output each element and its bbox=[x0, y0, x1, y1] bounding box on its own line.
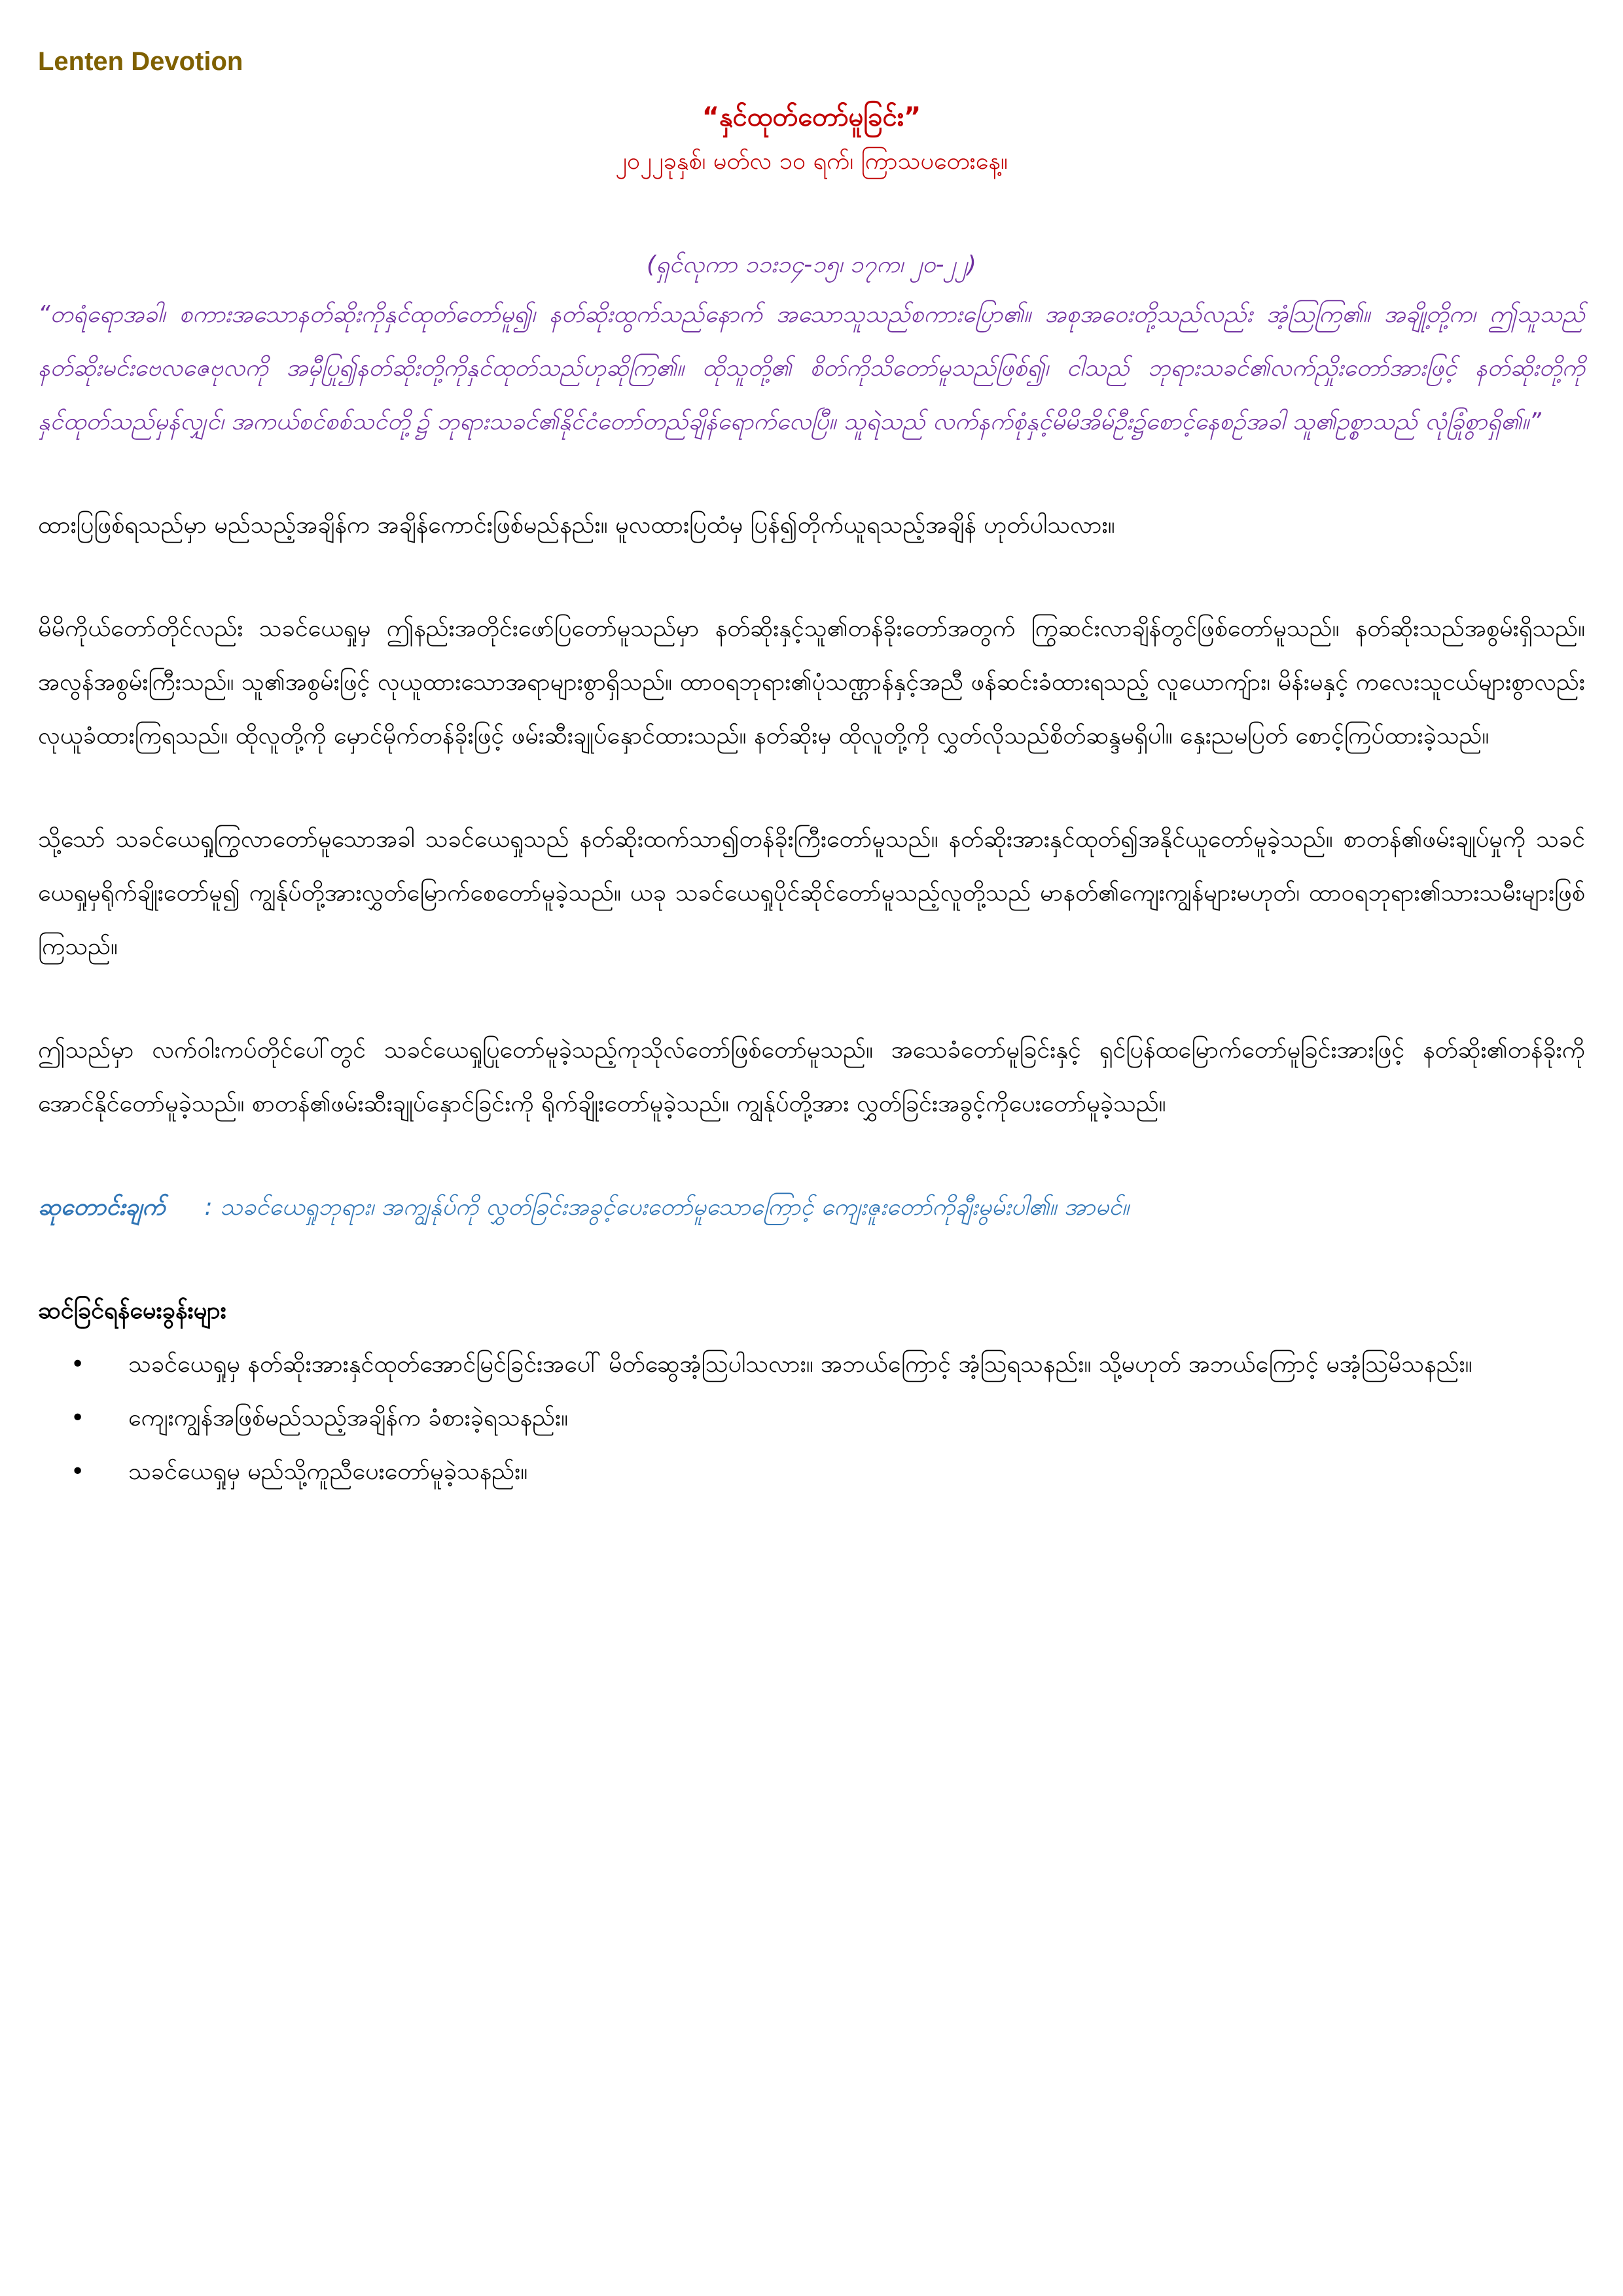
header-label: Lenten Devotion bbox=[38, 47, 243, 76]
body-paragraph-3: သို့သော် သခင်ယေရှုကြွလာတော်မူသောအခါ သခင်ယေရှုသည် နတ်ဆိုးထက်သာ၍တန်ခိုးကြီးတော်မူသည်။ နတ်ဆိုးအားနှင်ထုတ်၍အနိုင်ယူတော်မူခဲ့သည်။ စာတန်၏ဖမ်းချုပ်မှုကို သခင်ယေရှုမှရိုက်ချိုးတော်မူ၍ ကျွန်ုပ်တို့အားလွှတ်မြောက်စေတော်မူခဲ့သည်။ ယခု သခင်ယေရှုပိုင်ဆိုင်တော်မူသည့်လူတို့သည် မာနတ်၏ကျေးကျွန်များမဟုတ်၊ ထာဝရဘုရား၏သားသမီးများဖြစ်ကြသည်။ bbox=[38, 826, 1585, 960]
body-paragraph-4: ဤသည်မှာ လက်ဝါးကပ်တိုင်ပေါ်တွင် သခင်ယေရှုပြုတော်မူခဲ့သည့်ကုသိုလ်တော်ဖြစ်တော်မူသည်။ အသေခံတော်မူခြင်းနှင့် ရှင်ပြန်ထမြောက်တော်မူခြင်းအားဖြင့် နတ်ဆိုး၏တန်ခိုးကို အောင်နိုင်တော်မူခဲ့သည်။ စာတန်၏ဖမ်းဆီးချုပ်နှောင်ခြင်းကို ရိုက်ချိုးတော်မူခဲ့သည်။ ကျွန်ုပ်တို့အား လွှတ်ခြင်းအခွင့်ကိုပေးတော်မူခဲ့သည်။ bbox=[38, 1037, 1585, 1117]
bullet-icon: • bbox=[71, 1405, 85, 1431]
bullet-icon: • bbox=[71, 1458, 85, 1485]
prayer bbox=[38, 1181, 1585, 1234]
question-item bbox=[71, 1338, 1585, 1391]
scripture-text: “တရံရောအခါ၊ စကားအသောနတ်ဆိုးကိုနှင်ထုတ်တော်မူ၍၊ နတ်ဆိုးထွက်သည်နောက် အသောသူသည်စကားပြော၏။ အစုအဝေးတို့သည်လည်း အံ့ဩကြ၏။ အချို့တို့က၊ ဤသူသည် နတ်ဆိုးမင်းဗေလဇေဗုလကို အမှီပြု၍နတ်ဆိုးတို့ကိုနှင်ထုတ်သည်ဟုဆိုကြ၏။ ထိုသူတို့၏ စိတ်ကိုသိတော်မူသည်ဖြစ်၍၊ ငါသည် ဘုရားသခင်၏လက်ညှိုးတော်အားဖြင့် နတ်ဆိုးတို့ကို နှင်ထုတ်သည်မှန်လျှင်၊ အကယ်စင်စစ်သင်တို့၌ ဘုရားသခင်၏နိုင်ငံတော်တည်ချိန်ရောက်လေပြီ။ သူရဲသည် လက်နက်စုံနှင့်မိမိအိမ်ဦး၌စောင့်နေစဉ်အခါ သူ၏ဥစ္စာသည် လုံခြုံစွာရှိ၏။” bbox=[38, 301, 1585, 435]
question-item bbox=[71, 1445, 1585, 1499]
question-text: သခင်ယေရှုမှ နတ်ဆိုးအားနှင်ထုတ်အောင်မြင်ခြင်းအပေါ် မိတ်ဆွေအံ့ဩပါသလား။ အဘယ်ကြောင့် အံ့ဩရသနည်း။ သို့မဟုတ် အဘယ်ကြောင့် မအံ့ဩမိသနည်း။ bbox=[128, 1351, 1472, 1378]
question-item bbox=[71, 1391, 1585, 1445]
question-text: ကျေးကျွန်အဖြစ်မည်သည့်အချိန်က ခံစားခဲ့ရသနည်း။ bbox=[128, 1405, 568, 1431]
questions-heading: ဆင်ခြင်ရန်မေးခွန်းများ bbox=[38, 1297, 226, 1324]
body-paragraph-2: မိမိကိုယ်တော်တိုင်လည်း သခင်ယေရှုမှ ဤနည်းအတိုင်းဖော်ပြတော်မူသည်မှာ နတ်ဆိုးနှင့်သူ၏တန်ခိုးတော်အတွက် ကြွဆင်းလာချိန်တွင်ဖြစ်တော်မူသည်။ နတ်ဆိုးသည်အစွမ်းရှိသည်။ အလွန်အစွမ်းကြီးသည်။ သူ၏အစွမ်းဖြင့် လုယူထားသောအရာများစွာရှိသည်။ ထာဝရဘုရား၏ပုံသဏ္ဌာန်နှင့်အညီ ဖန်ဆင်းခံထားရသည့် လူယောကျ်ား၊ မိန်းမနှင့် ကလေးသူငယ်များစွာလည်း လုယူခံထားကြရသည်။ ထိုလူတို့ကို မှောင်မိုက်တန်ခိုးဖြင့် ဖမ်းဆီးချုပ်နှောင်ထားသည်။ နတ်ဆိုးမှ ထိုလူတို့ကို လွှတ်လိုသည်စိတ်ဆန္ဒမရှိပါ။ နှေးညမပြတ် စောင့်ကြပ်ထားခဲ့သည်။ bbox=[38, 615, 1585, 749]
scripture-reference: (ရှင်လုကာ ၁၁း၁၄-၁၅၊ ၁၇က၊ ၂၀-၂၂) bbox=[647, 251, 976, 278]
prayer-text: : သခင်ယေရှုဘုရား၊ အကျွန်ုပ်ကို လွှတ်ခြင်းအခွင့်ပေးတော်မူသောကြောင့် ကျေးဇူးတော်ကိုချီးမွမ်းပါ၏။ အာမင်။ bbox=[204, 1194, 1130, 1221]
questions-list bbox=[38, 1338, 1585, 1499]
question-text: သခင်ယေရှုမှ မည်သို့ကူညီပေးတော်မူခဲ့သနည်း။ bbox=[128, 1458, 528, 1485]
bullet-icon: • bbox=[71, 1351, 85, 1378]
prayer-label: ဆုတောင်းချက် bbox=[38, 1194, 166, 1221]
body-paragraph-1: ထားပြဖြစ်ရသည်မှာ မည်သည့်အချိန်က အချိန်ကောင်းဖြစ်မည်နည်း။ မူလထားပြထံမှ ပြန်၍တိုက်ယူရသည့်အချိန် ဟုတ်ပါသလား။ bbox=[38, 512, 1115, 539]
date-line: ၂၀၂၂ခုနှစ်၊ မတ်လ ၁၀ ရက်၊ ကြာသပတေးနေ့။ bbox=[615, 148, 1008, 175]
page-title: “နှင်ထုတ်တော်မူခြင်း” bbox=[702, 102, 921, 132]
document-page bbox=[38, 42, 1585, 1499]
